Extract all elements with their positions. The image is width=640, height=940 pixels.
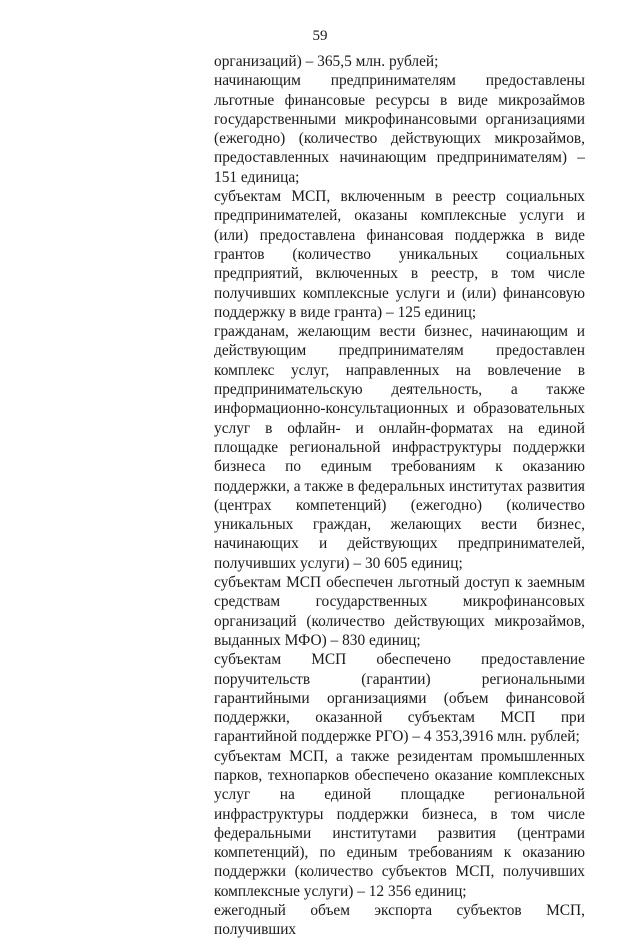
paragraph: субъектам МСП, включенным в реестр социальных предпринимателей, оказаны комплексные услуги и (или) предоставлена финансовая поддержка в виде грантов (количество уникальных социальных предприятий, включенных в реестр, в том числе получивших комплексные услуги и (или) финансовую поддержку в виде гранта) – 125 единиц; (214, 188, 585, 321)
paragraph: субъектам МСП, а также резидентам промышленных парков, технопарков обеспечено оказание комплексных услуг на единой площадке региональной инфраструктуры поддержки бизнеса, в том числе федеральными институтами развития (центрами компетенций), по единым требованиям к оказанию поддержки (количество субъектов МСП, получивших комплексные услуги) – 12 356 единиц; (214, 747, 585, 900)
paragraph: начинающим предпринимателям предоставлены льготные финансовые ресурсы в виде микрозаймов государственными микрофинансовыми организациями (ежегодно) (количество действующих микрозаймов, предоставленных начинающим предпринимателям) – 151 единица; (214, 72, 585, 186)
paragraph: субъектам МСП обеспечено предоставление поручительств (гарантии) региональными гарантийными организациями (объем финансовой поддержки, оказанной субъектам МСП при гарантийной поддержке РГО) – 4 353,3916 млн. рублей; (214, 651, 585, 746)
paragraph: организаций) – 365,5 млн. рублей; (214, 53, 439, 70)
document-body (214, 52, 585, 940)
paragraph: гражданам, желающим вести бизнес, начинающим и действующим предпринимателям предоставлен комплекс услуг, направленных на вовлечение в предпринимательскую деятельность, а также информационно-консультационных и образовательных услуг в офлайн- и онлайн-форматах на единой площадке региональной инфраструктуры поддержки бизнеса по единым требованиям к оказанию поддержки, а также в федеральных институтах развития (центрах компетенций) (ежегодно) (количество уникальных граждан, желающих вести бизнес, начинающих и действующих предпринимателей, получивших услуги) – 30 605 единиц; (214, 323, 585, 572)
paragraph: ежегодный объем экспорта субъектов МСП, получивших (214, 902, 585, 939)
page-number: 59 (312, 28, 328, 44)
paragraph: субъектам МСП обеспечен льготный доступ к заемным средствам государственных микрофинансовых организаций (количество действующих микрозаймов, выданных МФО) – 830 единиц; (214, 574, 585, 649)
